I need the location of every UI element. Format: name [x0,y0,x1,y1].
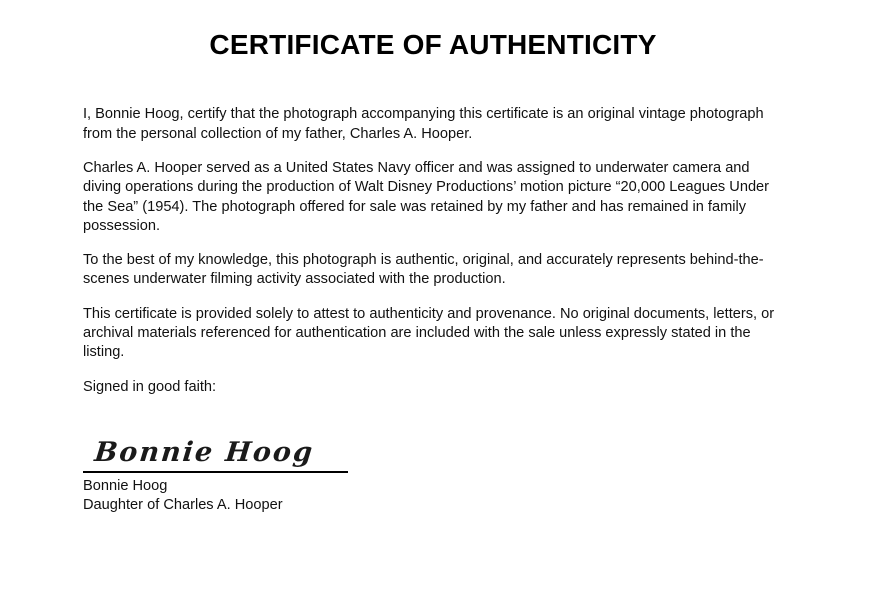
certificate-paragraph-1: I, Bonnie Hoog, certify that the photograph accompanying this certificate is an original vintage photograph from the personal collection of my father, Charles A. Hooper. [83,106,764,142]
certificate-title: CERTIFICATE OF AUTHENTICITY [209,29,657,60]
handwritten-signature: Bonnie Hoog [93,436,316,468]
certificate-paragraph-3: To the best of my knowledge, this photograph is authentic, original, and accurately represents behind-the-scenes underwater filming activity associated with the production. [83,252,764,288]
signature-printed-name: Bonnie Hoog [83,477,168,494]
signature-block [83,437,783,516]
certificate-paragraph-4: This certificate is provided solely to attest to authenticity and provenance. No original documents, letters, or archival materials referenced for authentication are included with the sale unless expressly stated in the listing. [83,305,775,361]
signature-line [83,437,348,473]
closing-line: Signed in good faith: [83,378,217,395]
signature-relation: Daughter of Charles A. Hooper [83,497,283,514]
certificate-paragraph-2: Charles A. Hooper served as a United States Navy officer and was assigned to underwater camera and diving operations during the production of Walt Disney Productions’ motion picture “20,000 Leagues Under the Sea” (1954). The photograph offered for sale was retained by my father and has remained in family possession. [83,159,770,234]
